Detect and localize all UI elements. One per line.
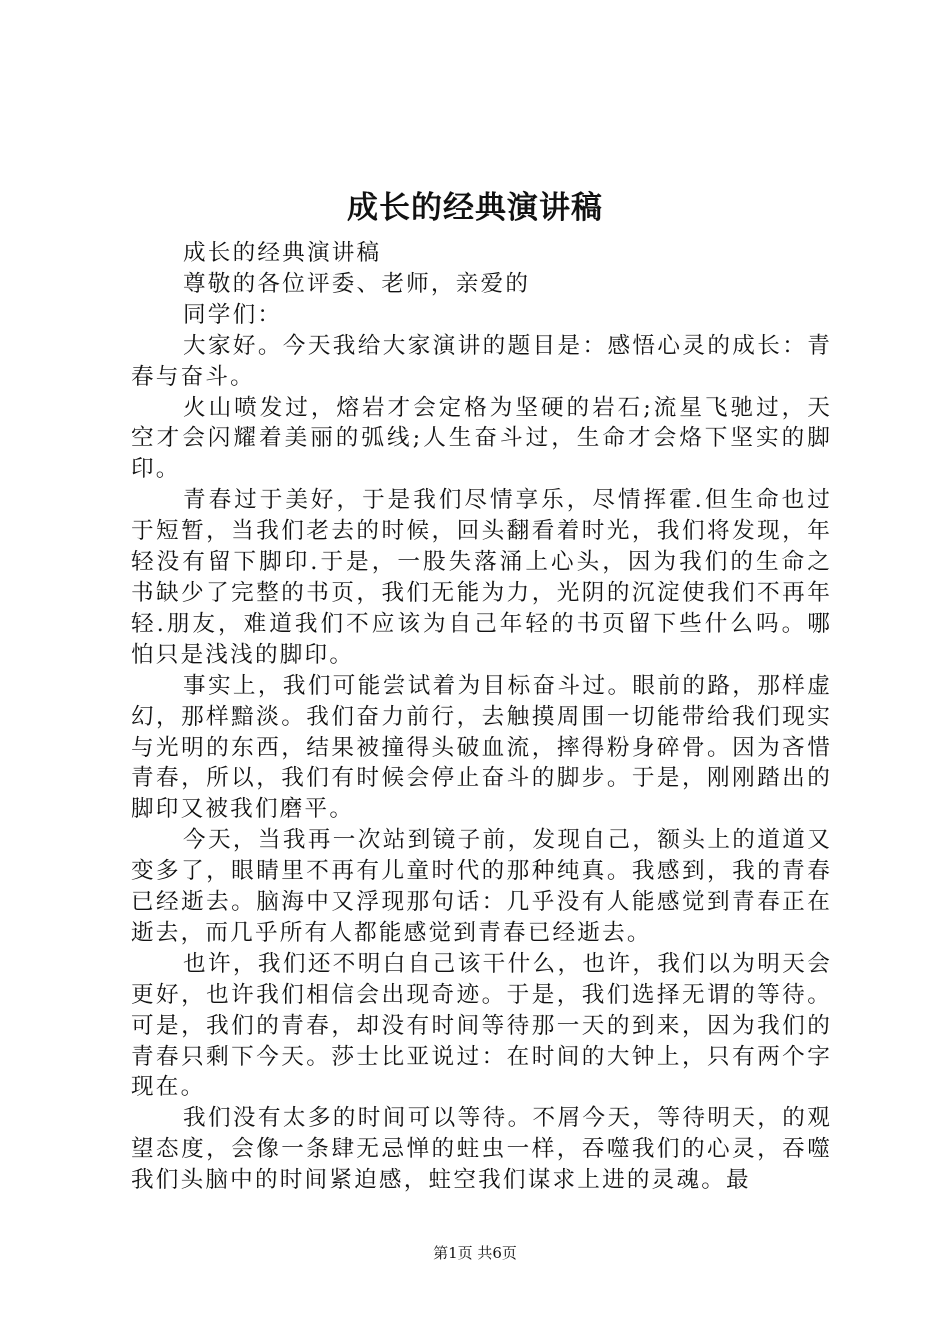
paragraph: 同学们：	[183, 301, 283, 328]
paragraph: 我们没有太多的时间可以等待。不屑今天，等待明天，的观望态度，会像一条肆无忌惮的蛀虫一样，吞噬我们的心灵，吞噬我们头脑中的时间紧迫感，蛀空我们谋求上进的灵魂。最	[131, 1105, 832, 1194]
document-title: 成长的经典演讲稿	[347, 190, 603, 226]
paragraph: 火山喷发过，熔岩才会定格为坚硬的岩石;流星飞驰过，天空才会闪耀着美丽的弧线;人生奋斗过，生命才会烙下坚实的脚印。	[131, 394, 832, 483]
paragraph: 大家好。今天我给大家演讲的题目是：感悟心灵的成长：青春与奋斗。	[131, 332, 832, 390]
paragraph: 事实上，我们可能尝试着为目标奋斗过。眼前的路，那样虚幻，那样黯淡。我们奋力前行，去触摸周围一切能带给我们现实与光明的东西，结果被撞得头破血流，摔得粉身碎骨。因为吝惜青春，所以，我们有时候会停止奋斗的脚步。于是，刚刚踏出的脚印又被我们磨平。	[131, 672, 832, 823]
paragraph: 尊敬的各位评委、老师，亲爱的	[183, 270, 531, 297]
document-body	[131, 238, 832, 1196]
paragraph: 今天，当我再一次站到镜子前，发现自己，额头上的道道又变多了，眼睛里不再有儿童时代的那种纯真。我感到，我的青春已经逝去。脑海中又浮现那句话：几乎没有人能感觉到青春正在逝去，而几乎所有人都能感觉到青春已经逝去。	[131, 827, 832, 946]
page-footer: 第1页 共6页	[433, 1244, 517, 1262]
paragraph: 青春过于美好，于是我们尽情享乐，尽情挥霍.但生命也过于短暂，当我们老去的时候，回头翻看着时光，我们将发现，年轻没有留下脚印.于是，一股失落涌上心头，因为我们的生命之书缺少了完整的书页，我们无能为力，光阴的沉淀使我们不再年轻.朋友，难道我们不应该为自己年轻的书页留下些什么吗。哪怕只是浅浅的脚印。	[131, 487, 832, 668]
paragraph: 成长的经典演讲稿	[183, 240, 382, 266]
paragraph: 也许，我们还不明白自己该干什么，也许，我们以为明天会更好，也许我们相信会出现奇迹。于是，我们选择无谓的等待。可是，我们的青春，却没有时间等待那一天的到来，因为我们的青春只剩下今天。莎士比亚说过：在时间的大钟上，只有两个字现在。	[131, 950, 832, 1101]
